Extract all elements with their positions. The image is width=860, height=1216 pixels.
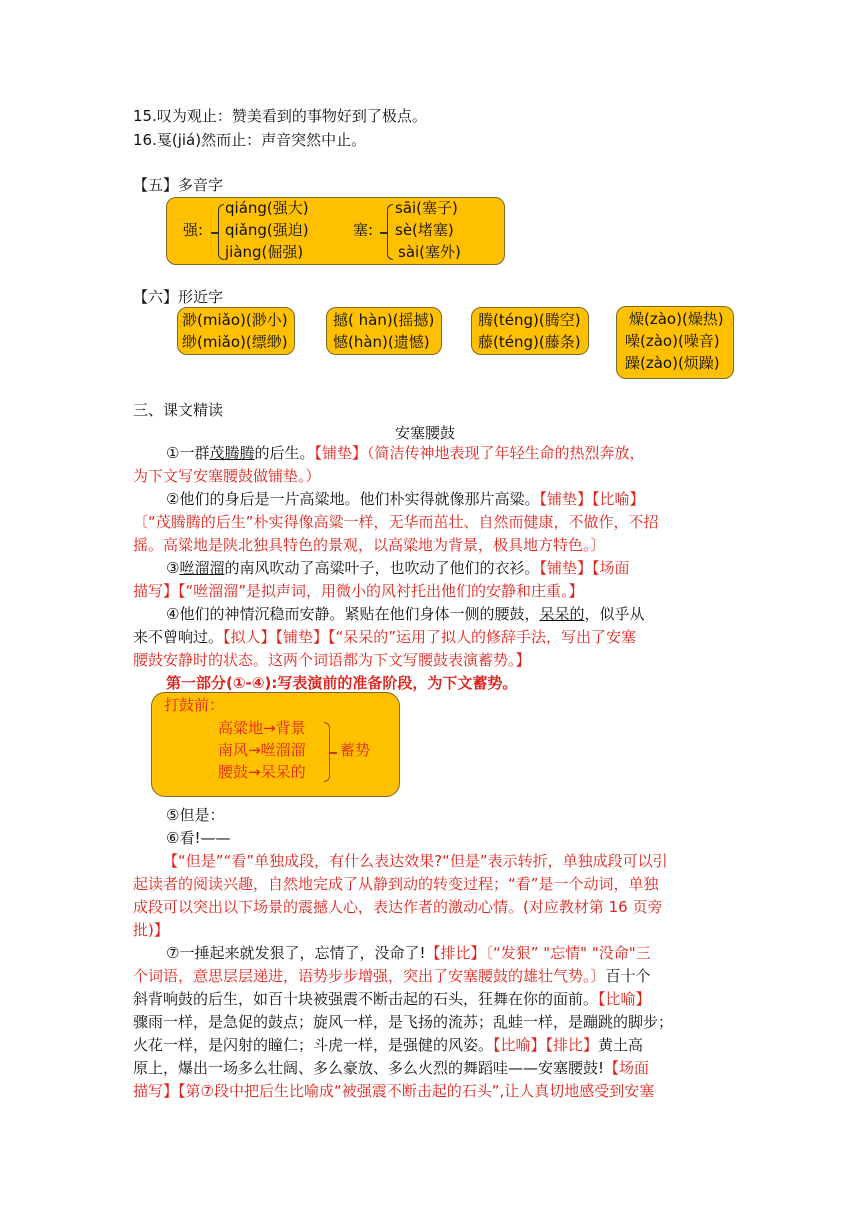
text-title: 安塞腰鼓 xyxy=(395,424,456,442)
brace xyxy=(387,204,393,260)
part-1-summary: 第一部分(①-④):写表演前的准备阶段，为下文蓄势。 xyxy=(166,674,518,692)
section-heading-polyphonic: 【五】多音字 xyxy=(133,176,224,194)
summary-label: 打鼓前： xyxy=(164,696,225,714)
similar-group xyxy=(616,306,734,379)
brace xyxy=(218,204,224,260)
qiang-reading: jiàng(倔强) xyxy=(225,243,304,261)
section-heading-similar: 【六】形近字 xyxy=(133,288,224,306)
paragraph-1: ①一群茂腾腾的后生。【铺垫】（简洁传神地表现了年轻生命的热烈奔放， xyxy=(166,444,645,462)
summary-result: 蓄势 xyxy=(340,741,371,759)
similar-char: 噪(zào)(噪音) xyxy=(625,332,720,350)
sai-reading: sāi(塞子) xyxy=(395,199,458,217)
brace xyxy=(324,722,330,782)
qiang-reading: qiáng(强大) xyxy=(225,199,309,217)
sai-reading: sè(堵塞) xyxy=(395,221,454,239)
definition-16: 16.戛(jiá)然而止：声音突然中止。 xyxy=(133,131,367,149)
paragraph-7-line: 斜背响鼓的后生，如百十块被强震不断击起的石头，狂舞在你的面前。【比喻】 xyxy=(133,990,651,1008)
summary-item: 南风→咝溜溜 xyxy=(218,741,306,759)
sai-reading: sài(塞外) xyxy=(398,243,461,261)
qiang-label: 强: xyxy=(183,221,204,239)
similar-char: 燥(zào)(燥热) xyxy=(629,310,724,328)
paragraph-2-note: 摇。高粱地是陕北独具特色的景观，以高粱地为背景，极具地方特色。〕 xyxy=(133,536,606,554)
paragraph-5: ⑤但是： xyxy=(166,806,225,824)
similar-group xyxy=(326,307,442,355)
paragraph-2: ②他们的身后是一片高粱地。他们朴实得就像那片高粱。【铺垫】【比喻】 xyxy=(166,490,645,508)
paragraph-7: ⑦一捶起来就发狠了，忘情了，没命了!【排比】〔“发狠” "忘情" "没命"三 xyxy=(166,944,651,962)
paragraph-4-note: 腰鼓安静时的状态。这两个词语都为下文写腰鼓表演蓄势。】 xyxy=(133,651,531,669)
similar-char: 躁(zào)(烦躁) xyxy=(625,354,720,372)
similar-char: 腾(téng)(腾空) xyxy=(478,311,581,329)
similar-group xyxy=(471,307,589,355)
paragraph-4: ④他们的神情沉稳而安静。紧贴在他们身体一侧的腰鼓，呆呆的，似乎从 xyxy=(166,605,645,623)
definition-15: 15.叹为观止：赞美看到的事物好到了极点。 xyxy=(133,107,427,125)
paragraph-7-line: 骤雨一样，是急促的鼓点；旋风一样，是飞扬的流苏；乱蛙一样，是蹦跳的脚步； xyxy=(133,1013,674,1031)
paragraph-7-line: 火花一样，是闪射的瞳仁；斗虎一样，是强健的风姿。【比喻】【排比】黄土高 xyxy=(133,1036,644,1054)
analysis-note: 成段可以突出以下场景的震撼人心，表达作者的激动心情。(对应教材第 16 页旁 xyxy=(133,898,663,916)
similar-group xyxy=(177,307,295,355)
analysis-note: 【“但是”“看”单独成段，有什么表达效果?“但是”表示转折，单独成段可以引 xyxy=(163,852,668,870)
paragraph-6: ⑥看!—— xyxy=(166,829,231,847)
summary-box xyxy=(151,692,400,797)
polyphonic-box xyxy=(166,197,505,265)
section-heading-reading: 三、课文精读 xyxy=(133,401,224,419)
paragraph-7-line: 个词语，意思层层递进，语势步步增强，突出了安塞腰鼓的雄壮气势。〕百十个 xyxy=(133,967,651,985)
paragraph-2-note: 〔“茂腾腾的后生”朴实得像高粱一样，无华而茁壮、自然而健康，不做作，不招 xyxy=(133,513,659,531)
paragraph-3: ③咝溜溜的南风吹动了高粱叶子，也吹动了他们的衣衫。【铺垫】【场面 xyxy=(166,559,630,577)
paragraph-4-line2: 来不曾响过。【拟人】【铺垫】【“呆呆的”运用了拟人的修辞手法，写出了安塞 xyxy=(133,628,637,646)
paragraph-3-note: 描写】【“咝溜溜”是拟声词，用微小的风衬托出他们的安静和庄重。】 xyxy=(133,582,584,600)
similar-char: 憾(hàn)(遗憾) xyxy=(333,333,430,351)
paragraph-7-line: 原上，爆出一场多么壮阔、多么豪放、多么火烈的舞蹈哇——安塞腰鼓!【场面 xyxy=(133,1059,650,1077)
similar-char: 渺(miǎo)(渺小) xyxy=(182,311,288,329)
similar-char: 藤(téng)(藤条) xyxy=(478,333,581,351)
sai-label: 塞: xyxy=(353,221,374,239)
similar-char: 撼( hàn)(摇撼) xyxy=(333,311,435,329)
analysis-note: 起读者的阅读兴趣，自然地完成了从静到动的转变过程；“看”是一个动词，单独 xyxy=(133,875,659,893)
paragraph-7-note: 描写】【第⑦段中把后生比喻成“被强震不断击起的石头”,让人真切地感受到安塞 xyxy=(133,1082,655,1100)
summary-item: 腰鼓→呆呆的 xyxy=(218,763,306,781)
summary-item: 高粱地→背景 xyxy=(218,719,306,737)
qiang-reading: qiǎng(强迫) xyxy=(225,221,309,239)
analysis-note: 批)】 xyxy=(133,921,169,939)
paragraph-1-note: 为下文写安塞腰鼓做铺垫。） xyxy=(133,467,321,485)
similar-char: 缈(miǎo)(缥缈) xyxy=(182,333,288,351)
